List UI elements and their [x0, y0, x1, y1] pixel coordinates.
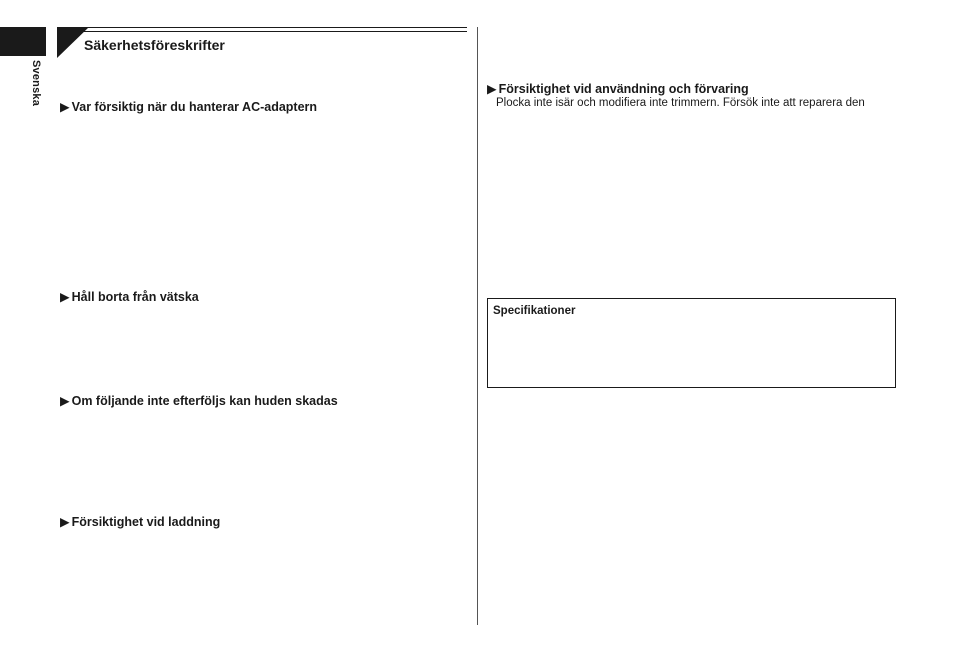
use-storage-body-text: Plocka inte isär och modifiera inte trimmern. Försök inte att reparera den — [496, 97, 865, 109]
column-divider — [477, 27, 478, 625]
heading-charging: ▶ Försiktighet vid laddning — [60, 515, 221, 529]
bullet-arrow-icon: ▶ — [60, 394, 70, 408]
heading-use-storage: ▶ Försiktighet vid användning och förvaring — [487, 82, 749, 96]
heading-ac-adapter: ▶ Var försiktig när du hanterar AC-adaptern — [60, 100, 318, 114]
heading-skin-damage: ▶ Om följande inte efterföljs kan huden skadas — [60, 394, 338, 408]
specifications-box — [487, 298, 896, 388]
bullet-arrow-icon: ▶ — [60, 290, 70, 304]
language-label: Svenska — [30, 60, 42, 107]
bullet-arrow-icon: ▶ — [60, 100, 70, 114]
bullet-arrow-icon: ▶ — [60, 515, 70, 529]
heading-liquid: ▶ Håll borta från vätska — [60, 290, 199, 304]
specifications-title: Specifikationer — [493, 305, 576, 317]
bullet-arrow-icon: ▶ — [487, 82, 497, 96]
language-tab — [0, 27, 46, 56]
page-title: Säkerhetsföreskrifter — [84, 37, 225, 53]
